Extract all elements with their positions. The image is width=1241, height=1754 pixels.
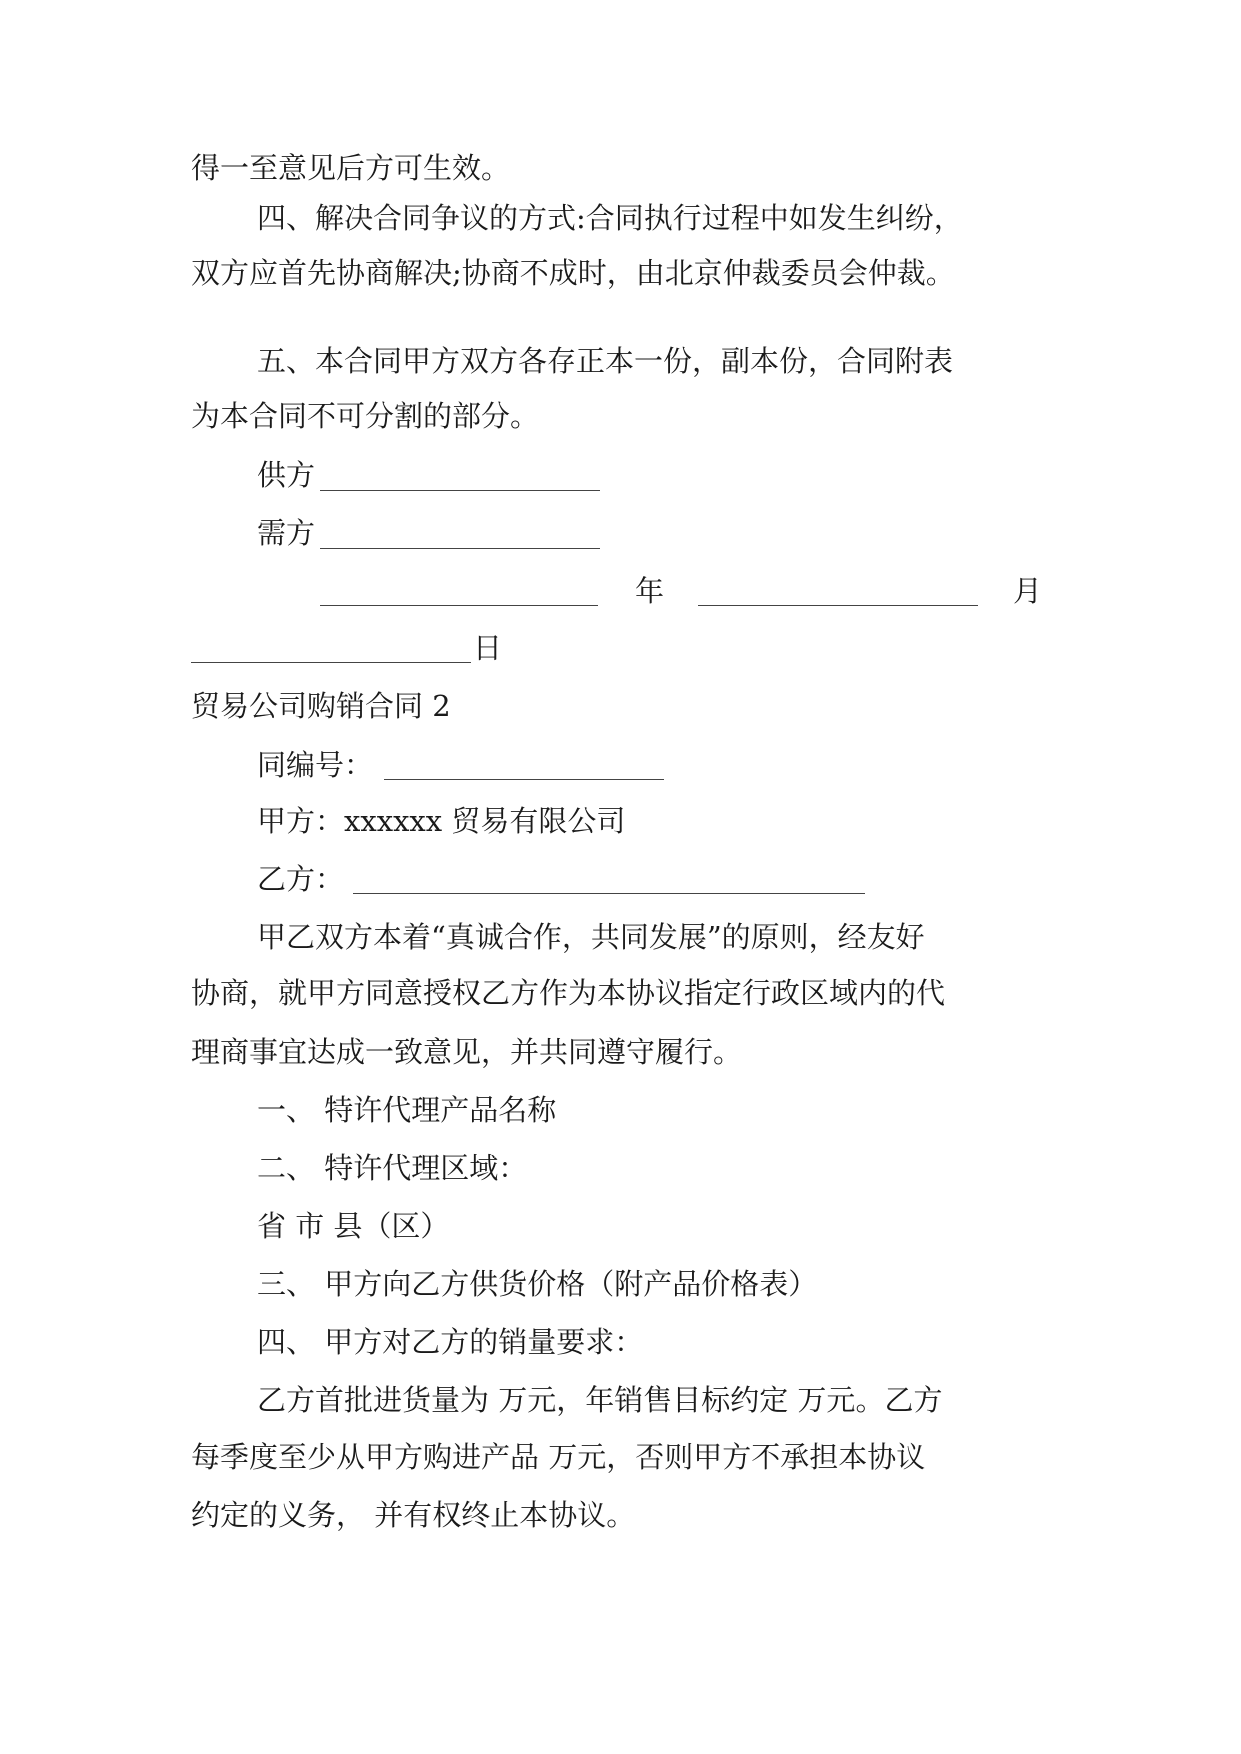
date-row: [0, 571, 1241, 611]
contract-number-label: 同编号：: [257, 748, 374, 782]
section-five-line2: 为本合同不可分割的部分。: [191, 399, 540, 433]
region-line: 省 市 县（区）: [257, 1209, 450, 1243]
paragraph-line: [0, 1437, 1241, 1477]
paragraph-line-justified: [257, 198, 1045, 238]
date-row-day: [0, 628, 1241, 668]
section-four-line1: 四、解决合同争议的方式:合同执行过程中如发生纠纷，: [257, 201, 963, 235]
contract-number-blank: [384, 779, 664, 780]
intro-line1: 甲乙双方本着“真诚合作，共同发展”的原则，经友好: [257, 920, 925, 954]
paragraph-line: [0, 148, 1241, 188]
month-blank-line: [698, 605, 978, 606]
signature-buyer-row: [0, 513, 1241, 553]
party-b-blank: [353, 893, 865, 894]
clause-row: [0, 1206, 1241, 1246]
year-label: 年: [635, 574, 665, 608]
clause-row: [0, 1090, 1241, 1130]
paragraph-text: 得一至意见后方可生效。: [191, 151, 511, 185]
buyer-label: 需方: [257, 516, 316, 550]
party-b-label: 乙方：: [257, 862, 345, 896]
paragraph-line: [0, 1495, 1241, 1535]
clause-three: 三、 甲方向乙方供货价格（附产品价格表）: [257, 1267, 818, 1301]
sales-line1: 乙方首批进货量为 万元，年销售目标约定 万元。乙方: [257, 1383, 943, 1417]
intro-line2: 协商，就甲方同意授权乙方作为本协议指定行政区域内的代: [191, 976, 946, 1010]
clause-row: [0, 1148, 1241, 1188]
paragraph-line: [0, 1380, 1241, 1420]
buyer-signature-line: [320, 548, 600, 549]
section-five-line1: 五、本合同甲方双方各存正本一份，副本份，合同附表: [257, 344, 954, 378]
sales-line2: 每季度至少从甲方购进产品 万元，否则甲方不承担本协议: [191, 1440, 926, 1474]
month-label: 月: [1013, 574, 1043, 608]
supplier-label: 供方: [257, 458, 316, 492]
section-four-line2: 双方应首先协商解决;协商不成时，由北京仲裁委员会仲裁。: [191, 256, 955, 290]
sales-line3: 约定的义务， 并有权终止本协议。: [191, 1498, 636, 1532]
clause-four: 四、 甲方对乙方的销量要求：: [257, 1325, 644, 1359]
intro-line3: 理商事宜达成一致意见，并共同遵守履行。: [191, 1035, 743, 1069]
party-a-text: 甲方：xxxxxx 贸易有限公司: [257, 804, 626, 838]
contract-title-row: [0, 686, 1241, 726]
supplier-signature-line: [320, 490, 600, 491]
clause-two: 二、 特许代理区域：: [257, 1151, 528, 1185]
signature-supplier-row: [0, 455, 1241, 495]
paragraph-line: [0, 341, 1241, 381]
party-a-row: [0, 801, 1241, 841]
day-label: 日: [473, 631, 503, 665]
paragraph-line: [0, 396, 1241, 436]
clause-row: [0, 1322, 1241, 1362]
paragraph-line: [0, 917, 1241, 957]
paragraph-line: [0, 1032, 1241, 1072]
clause-row: [0, 1264, 1241, 1304]
paragraph-line: [0, 253, 1241, 293]
clause-one: 一、 特许代理产品名称: [257, 1093, 557, 1127]
contract-title: 贸易公司购销合同 2: [191, 689, 451, 723]
paragraph-line: [0, 973, 1241, 1013]
